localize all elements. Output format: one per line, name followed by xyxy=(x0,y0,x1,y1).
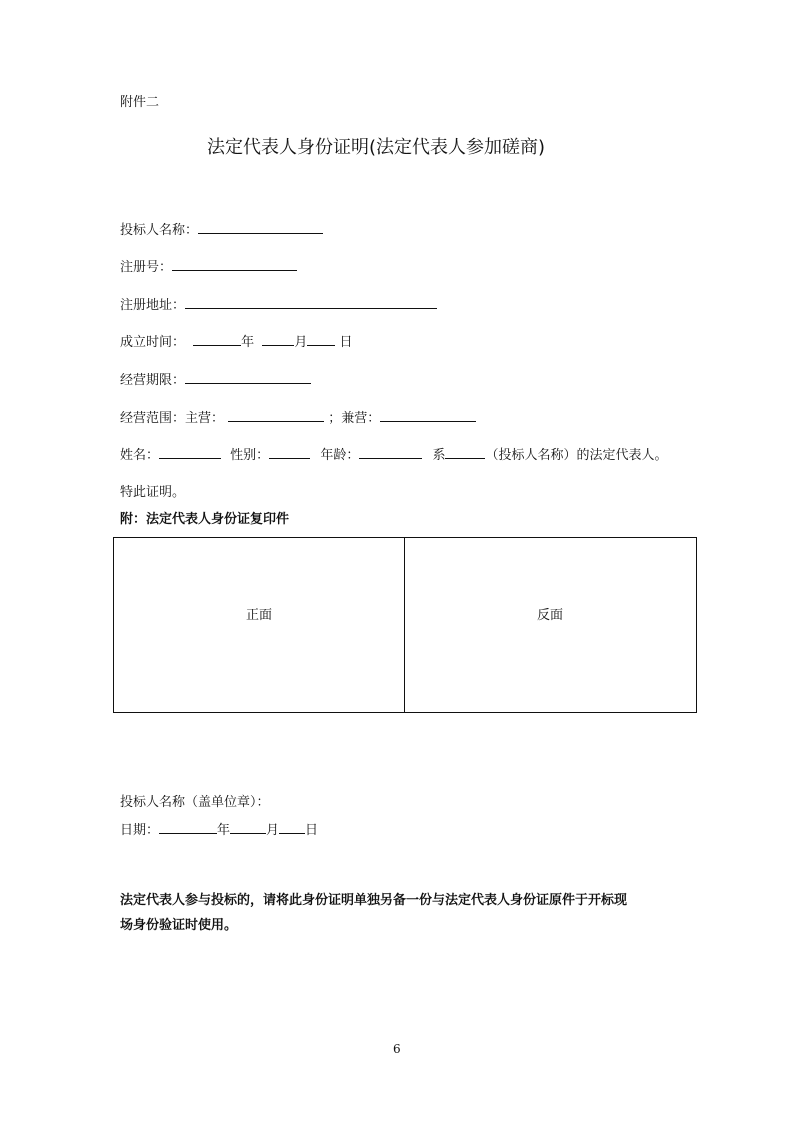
established-day-blank[interactable] xyxy=(307,334,335,346)
rep-company-blank[interactable] xyxy=(445,447,485,459)
business-scope-label: 经营范围：主营： xyxy=(120,411,225,426)
secondary-business-label: ；兼营： xyxy=(328,411,381,426)
main-business-blank[interactable] xyxy=(228,410,324,422)
registered-address-label: 注册地址： xyxy=(120,298,186,313)
registered-address-row xyxy=(120,297,437,314)
bidder-stamp-label: 投标人名称（盖单位章）： xyxy=(120,795,270,810)
established-row xyxy=(120,334,352,351)
date-year-unit: 年 xyxy=(217,823,231,838)
bidder-name-label: 投标人名称： xyxy=(120,223,199,238)
attachment-label: 附件二 xyxy=(120,95,160,110)
date-day-blank[interactable] xyxy=(279,822,305,834)
established-month-unit: 月 xyxy=(294,335,308,350)
registration-no-row xyxy=(120,259,297,276)
rep-is-label: 系 xyxy=(432,448,446,463)
date-row xyxy=(120,822,318,839)
document-title: 法定代表人身份证明(法定代表人参加磋商) xyxy=(207,137,546,158)
rep-suffix: （投标人名称）的法定代表人。 xyxy=(485,448,668,463)
notice-line-2: 场身份验证时使用。 xyxy=(120,918,238,933)
date-month-unit: 月 xyxy=(266,823,280,838)
page-number: 6 xyxy=(393,1042,401,1056)
established-year-unit: 年 xyxy=(241,335,255,350)
rep-age-blank[interactable] xyxy=(359,447,422,459)
established-year-blank[interactable] xyxy=(193,334,241,346)
registration-no-label: 注册号： xyxy=(120,260,173,275)
id-back-label: 反面 xyxy=(537,608,564,623)
rep-name-blank[interactable] xyxy=(159,447,221,459)
date-month-blank[interactable] xyxy=(230,822,266,834)
id-front-label: 正面 xyxy=(246,608,273,623)
certify-text: 特此证明。 xyxy=(120,485,186,500)
id-copy-divider xyxy=(404,538,405,712)
bidder-name-row xyxy=(120,222,323,239)
secondary-business-blank[interactable] xyxy=(380,410,476,422)
id-copy-box xyxy=(113,537,697,713)
rep-age-label: 年龄： xyxy=(320,448,360,463)
notice-line-1: 法定代表人参与投标的，请将此身份证明单独另备一份与法定代表人身份证原件于开标现 xyxy=(120,893,628,908)
established-month-blank[interactable] xyxy=(262,334,294,346)
representative-row xyxy=(120,447,668,464)
date-year-blank[interactable] xyxy=(159,822,217,834)
attachment-heading: 附：法定代表人身份证复印件 xyxy=(120,512,290,527)
date-day-unit: 日 xyxy=(305,823,319,838)
business-term-row xyxy=(120,372,311,389)
established-label: 成立时间： xyxy=(120,335,186,350)
registered-address-blank[interactable] xyxy=(185,297,437,309)
rep-gender-blank[interactable] xyxy=(269,447,310,459)
business-term-blank[interactable] xyxy=(185,372,311,384)
bidder-name-blank[interactable] xyxy=(198,222,323,234)
date-label: 日期： xyxy=(120,823,160,838)
business-term-label: 经营期限： xyxy=(120,373,186,388)
established-day-unit: 日 xyxy=(339,335,353,350)
registration-no-blank[interactable] xyxy=(172,259,297,271)
rep-name-label: 姓名： xyxy=(120,448,160,463)
business-scope-row xyxy=(120,410,476,427)
rep-gender-label: 性别： xyxy=(230,448,270,463)
